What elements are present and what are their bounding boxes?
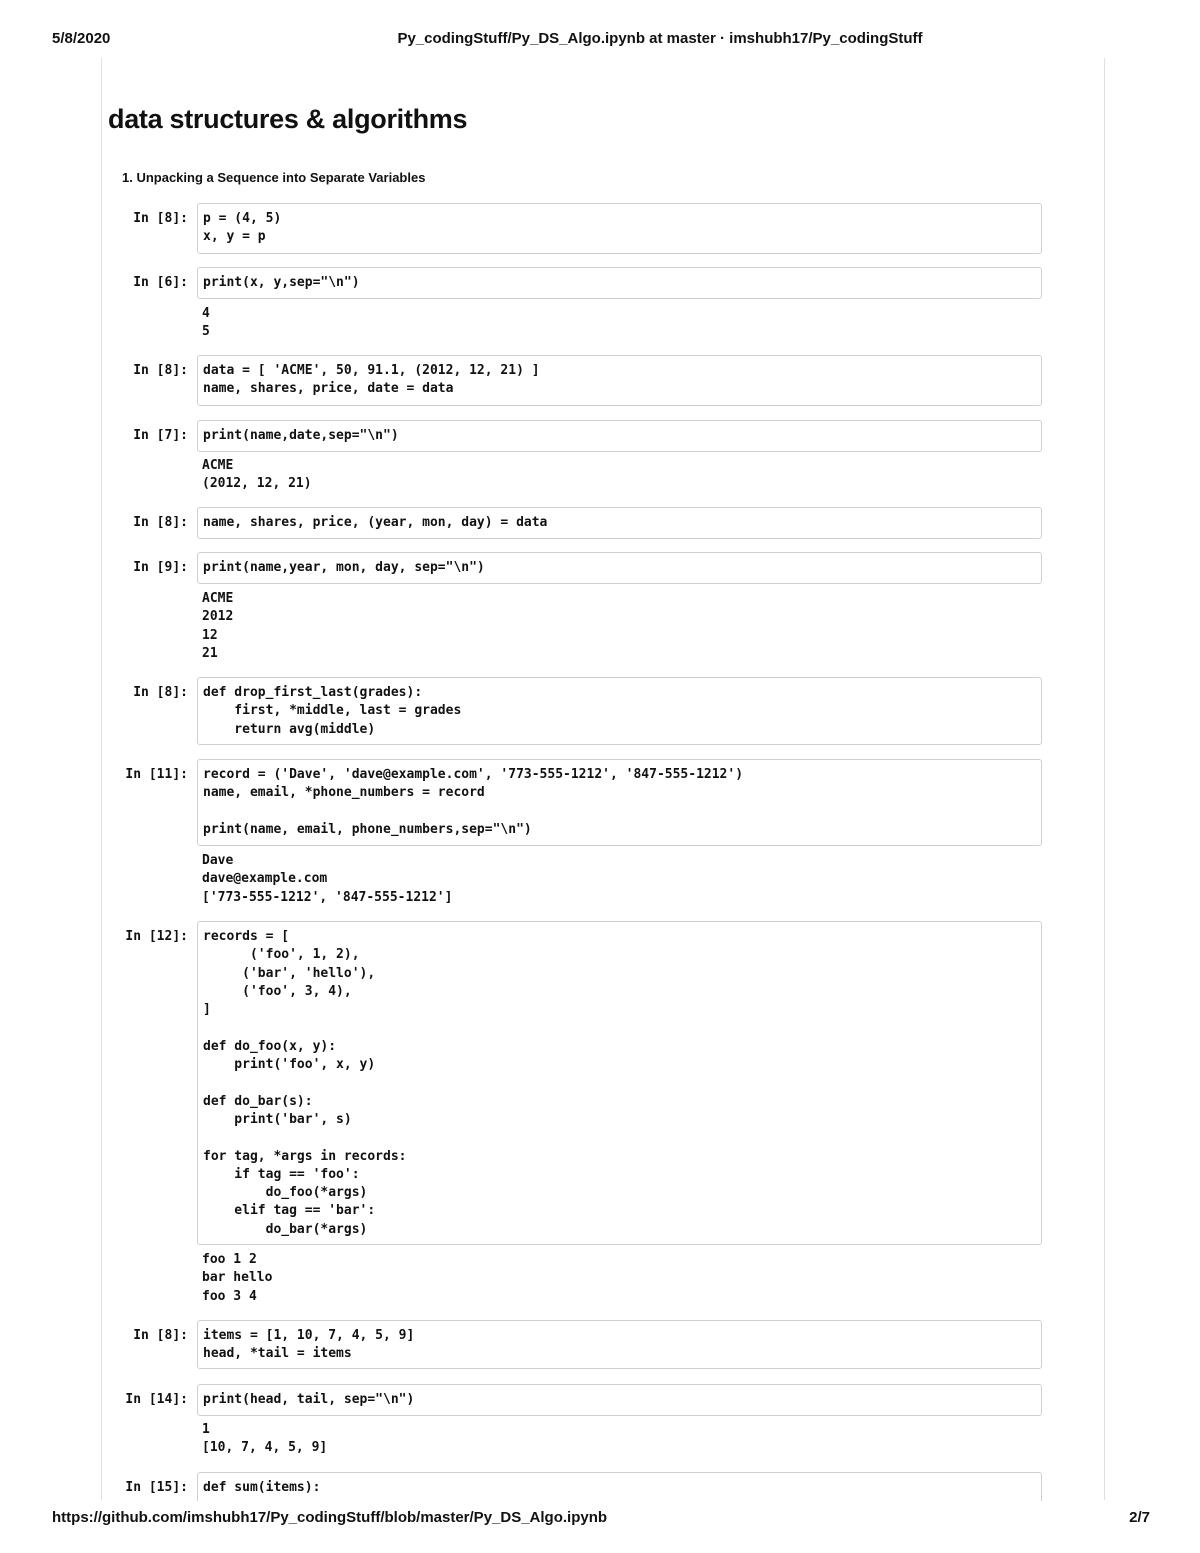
code-cell[interactable] (197, 921, 1042, 1245)
cell-output: Dave dave@example.com ['773-555-1212', '847-555-1212'] (202, 853, 453, 905)
notebook-heading: data structures & algorithms (108, 104, 468, 134)
cell-code: print(x, y,sep="\n") (203, 275, 360, 290)
cell-code: data = [ 'ACME', 50, 91.1, (2012, 12, 21) ] name, shares, price, date = data (203, 363, 540, 397)
print-page-title: Py_codingStuff/Py_DS_Algo.ipynb at master · imshubh17/Py_codingStuff (397, 30, 923, 47)
code-cell[interactable] (197, 677, 1042, 745)
cell-prompt: In [8]: (133, 363, 188, 378)
code-cell[interactable] (197, 420, 1042, 452)
cell-code: record = ('Dave', 'dave@example.com', '773-555-1212', '847-555-1212') name, email, *phone_numbers = record print(name, email, phone_numbers,sep="\n") (203, 767, 744, 837)
cell-code: print(name,year, mon, day, sep="\n") (203, 560, 485, 575)
code-cell[interactable] (197, 1320, 1042, 1369)
code-cell[interactable] (197, 1384, 1042, 1416)
section-heading: 1. Unpacking a Sequence into Separate Variables (122, 170, 426, 185)
code-cell[interactable] (197, 552, 1042, 584)
code-cell[interactable] (197, 267, 1042, 299)
cell-code: def sum(items): (203, 1480, 321, 1495)
code-cell[interactable] (197, 1472, 1042, 1501)
code-cell[interactable] (197, 203, 1042, 254)
cell-prompt: In [12]: (125, 929, 188, 944)
cell-code: print(head, tail, sep="\n") (203, 1392, 415, 1407)
cell-prompt: In [14]: (125, 1392, 188, 1407)
cell-output: 1 [10, 7, 4, 5, 9] (202, 1422, 328, 1456)
cell-code: items = [1, 10, 7, 4, 5, 9] head, *tail = items (203, 1328, 415, 1362)
cell-output: ACME (2012, 12, 21) (202, 458, 312, 492)
print-date: 5/8/2020 (52, 30, 111, 47)
cell-code: name, shares, price, (year, mon, day) = data (203, 515, 548, 530)
page-number: 2/7 (1129, 1509, 1150, 1526)
cell-code: def drop_first_last(grades): first, *middle, last = grades return avg(middle) (203, 685, 462, 737)
cell-prompt: In [8]: (133, 515, 188, 530)
cell-output: ACME 2012 12 21 (202, 591, 234, 661)
cell-output: foo 1 2 bar hello foo 3 4 (202, 1252, 273, 1304)
cell-output: 4 5 (202, 306, 210, 340)
code-cell[interactable] (197, 355, 1042, 406)
cell-prompt: In [9]: (133, 560, 188, 575)
cell-code: p = (4, 5) x, y = p (203, 211, 282, 245)
cell-prompt: In [8]: (133, 685, 188, 700)
code-cell[interactable] (197, 507, 1042, 539)
cell-code: records = [ ('foo', 1, 2), ('bar', 'hello'), ('foo', 3, 4), ] def do_foo(x, y): print('foo', x, y) def do_bar(s): print('bar', s) for tag, *args in records: if tag == 'foo': do_foo(*args) elif tag == 'bar': do_bar(*args) (203, 929, 407, 1237)
cell-prompt: In [8]: (133, 211, 188, 226)
code-cell[interactable] (197, 759, 1042, 846)
cell-code: print(name,date,sep="\n") (203, 428, 399, 443)
cell-prompt: In [6]: (133, 275, 188, 290)
print-url: https://github.com/imshubh17/Py_codingStuff/blob/master/Py_DS_Algo.ipynb (52, 1509, 608, 1526)
cell-prompt: In [11]: (125, 767, 188, 782)
cell-prompt: In [15]: (125, 1480, 188, 1495)
cell-prompt: In [8]: (133, 1328, 188, 1343)
cell-prompt: In [7]: (133, 428, 188, 443)
